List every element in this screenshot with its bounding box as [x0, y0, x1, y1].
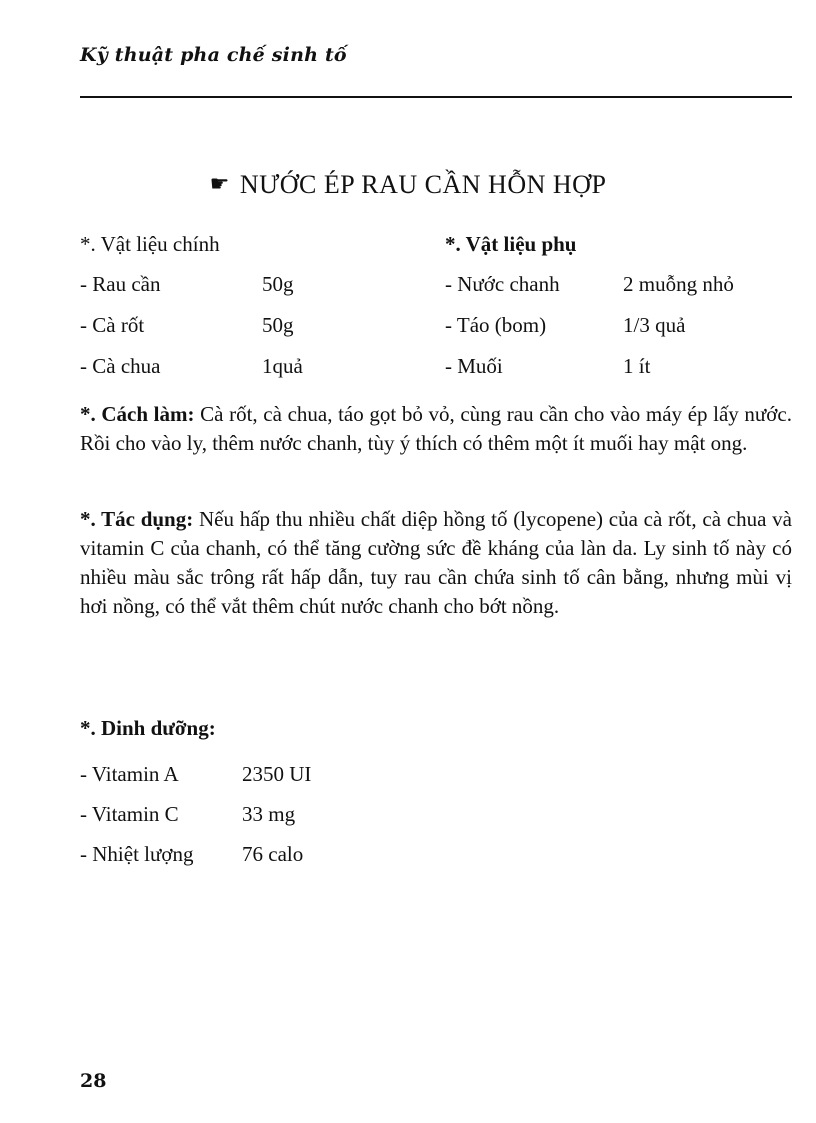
ingredient-name: - Muối — [445, 354, 503, 378]
effect-text: Nếu hấp thu nhiều chất diệp hồng tố (lycopene) của cà rốt, cà chua và vitamin C của chanh, có thể tăng cường sức đề kháng của làn da. Ly sinh tố này có nhiều màu sắc trông rất hấp dẫn, tuy rau cần chứa sinh tố cân bằng, nhưng mùi vị hơi nồng, có thể vắt thêm chút nước chanh cho bớt nồng. — [80, 507, 792, 618]
running-header: Kỹ thuật pha chế sinh tố — [80, 44, 347, 66]
ingredient-name: - Cà rốt — [80, 313, 145, 337]
nutrient-value: 2350 UI — [242, 762, 312, 786]
nutrient-value: 76 calo — [242, 842, 304, 866]
nutrient-value: 33 mg — [242, 802, 296, 826]
ingredient-row — [80, 353, 303, 379]
ingredient-name: - Nước chanh — [445, 272, 560, 296]
main-ingredients-heading: *. Vật liệu chính — [80, 232, 220, 256]
ingredient-amount: 50g — [262, 272, 294, 296]
method-text: Cà rốt, cà chua, táo gọt bỏ vỏ, cùng rau cần cho vào máy ép lấy nước. Rồi cho vào ly, thêm nước chanh, tùy ý thích có thêm một ít muối hay mật ong. — [80, 402, 792, 455]
ingredient-name: - Cà chua — [80, 354, 161, 378]
ingredient-amount: 50g — [262, 313, 294, 337]
extra-ingredients — [445, 231, 734, 394]
nutrition-heading: *. Dinh dưỡng: — [80, 716, 216, 740]
ingredient-row — [445, 312, 734, 338]
ingredient-row — [80, 312, 303, 338]
ingredient-name: - Rau cần — [80, 272, 161, 296]
nutrient-name: - Vitamin A — [80, 762, 179, 786]
nutrition-row — [80, 761, 311, 787]
ingredient-amount: 1/3 quả — [623, 313, 686, 337]
header-rule — [80, 96, 792, 98]
nutrient-name: - Nhiệt lượng — [80, 842, 194, 866]
ingredient-name: - Táo (bom) — [445, 313, 547, 337]
recipe-title-line — [0, 170, 816, 200]
nutrition-list — [80, 761, 311, 881]
ingredient-amount: 2 muỗng nhỏ — [623, 272, 734, 296]
effect-paragraph — [80, 505, 792, 621]
main-ingredients — [80, 231, 303, 394]
method-paragraph — [80, 400, 792, 458]
hand-pointer-icon: ☛ — [209, 171, 230, 196]
ingredient-amount: 1 ít — [623, 354, 651, 378]
effect-label: *. Tác dụng: — [80, 507, 194, 531]
ingredient-row — [80, 271, 303, 297]
nutrition-row — [80, 841, 311, 867]
page-number: 28 — [80, 1070, 107, 1092]
nutrition-row — [80, 801, 311, 827]
method-label: *. Cách làm: — [80, 402, 195, 426]
nutrient-name: - Vitamin C — [80, 802, 179, 826]
ingredient-row — [445, 271, 734, 297]
extra-ingredients-heading: *. Vật liệu phụ — [445, 232, 577, 256]
ingredient-amount: 1quả — [262, 354, 303, 378]
ingredient-row — [445, 353, 734, 379]
recipe-title: NƯỚC ÉP RAU CẦN HỖN HỢP — [239, 170, 607, 199]
